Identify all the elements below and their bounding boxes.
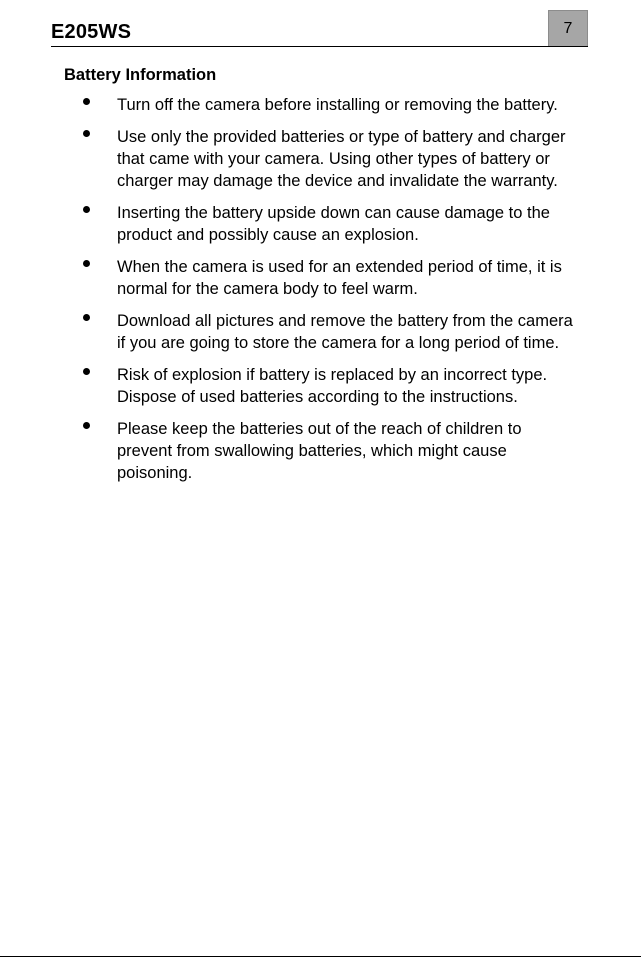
list-item-text: Download all pictures and remove the battery from the camera if you are going to store the camera for a long period of time. — [117, 312, 573, 352]
bullet-icon — [83, 422, 90, 429]
bullet-icon — [83, 206, 90, 213]
list-item-text: Please keep the batteries out of the reach of children to prevent from swallowing batteries, which might cause poisoning. — [117, 420, 522, 482]
list-item-text: Risk of explosion if battery is replaced by an incorrect type. Dispose of used batteries according to the instructions. — [117, 366, 548, 406]
list-item — [0, 256, 641, 300]
list-item-text: Inserting the battery upside down can cause damage to the product and possibly cause an explosion. — [117, 204, 550, 244]
bullet-icon — [83, 368, 90, 375]
battery-info-list — [0, 94, 641, 494]
list-item-text: When the camera is used for an extended period of time, it is normal for the camera body to feel warm. — [117, 258, 562, 298]
section-title: Battery Information — [64, 66, 217, 84]
list-item — [0, 126, 641, 192]
list-item-text: Use only the provided batteries or type of battery and charger that came with your camera. Using other types of battery or charger may damage the device and invalidate the warranty. — [117, 128, 566, 190]
list-item — [0, 310, 641, 354]
page-header — [51, 0, 588, 47]
bullet-icon — [83, 98, 90, 105]
bullet-icon — [83, 130, 90, 137]
list-item — [0, 202, 641, 246]
model-name: E205WS — [51, 21, 132, 43]
list-item — [0, 364, 641, 408]
list-item-text: Turn off the camera before installing or removing the battery. — [117, 96, 558, 114]
page-number: 7 — [548, 10, 588, 46]
list-item — [0, 94, 641, 116]
footer-divider — [0, 956, 641, 957]
bullet-icon — [83, 314, 90, 321]
list-item — [0, 418, 641, 484]
bullet-icon — [83, 260, 90, 267]
